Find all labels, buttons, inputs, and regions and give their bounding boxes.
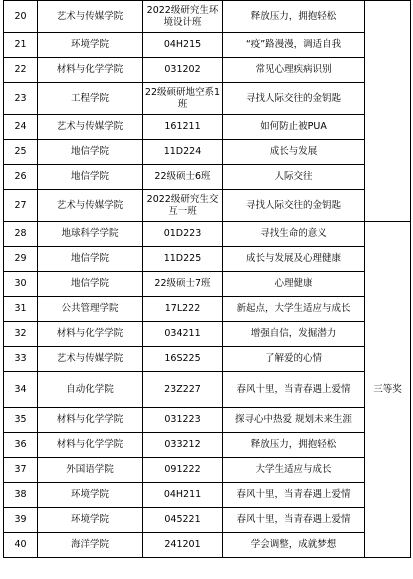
cell-class: 033212 bbox=[143, 433, 223, 458]
cell-college: 海洋学院 bbox=[38, 533, 143, 558]
cell-college: 外国语学院 bbox=[38, 458, 143, 483]
table-row bbox=[4, 115, 411, 140]
cell-class: 11D225 bbox=[143, 247, 223, 272]
table-row bbox=[4, 408, 411, 433]
cell-class: 22级硕研地空系1班 bbox=[143, 83, 223, 115]
cell-topic: 如何防止被PUA bbox=[223, 115, 365, 140]
cell-class: 2022级研究生交互一班 bbox=[143, 190, 223, 222]
cell-college: 艺术与传媒学院 bbox=[38, 190, 143, 222]
table-row bbox=[4, 58, 411, 83]
cell-class: 22级硕士7班 bbox=[143, 272, 223, 297]
table-row bbox=[4, 247, 411, 272]
cell-topic: 人际交往 bbox=[223, 165, 365, 190]
cell-number: 27 bbox=[4, 190, 38, 222]
cell-class: 031223 bbox=[143, 408, 223, 433]
cell-number: 28 bbox=[4, 222, 38, 247]
cell-topic: 释放压力，拥抱轻松 bbox=[223, 433, 365, 458]
cell-number: 30 bbox=[4, 272, 38, 297]
cell-number: 40 bbox=[4, 533, 38, 558]
cell-topic: 学会调整，成就梦想 bbox=[223, 533, 365, 558]
table-row bbox=[4, 297, 411, 322]
table-row bbox=[4, 372, 411, 408]
cell-number: 22 bbox=[4, 58, 38, 83]
cell-class: 031202 bbox=[143, 58, 223, 83]
cell-class: 17L222 bbox=[143, 297, 223, 322]
cell-topic: 了解爱的心情 bbox=[223, 347, 365, 372]
table-row bbox=[4, 190, 411, 222]
cell-college: 工程学院 bbox=[38, 83, 143, 115]
cell-college: 地球科学学院 bbox=[38, 222, 143, 247]
cell-topic: 春风十里，当青春遇上爱情 bbox=[223, 508, 365, 533]
table-row bbox=[4, 33, 411, 58]
table-row bbox=[4, 433, 411, 458]
table-row bbox=[4, 272, 411, 297]
cell-college: 材料与化学学院 bbox=[38, 408, 143, 433]
cell-number: 29 bbox=[4, 247, 38, 272]
cell-award: 三等奖 bbox=[365, 222, 411, 558]
cell-number: 25 bbox=[4, 140, 38, 165]
cell-topic: 探寻心中热爱 规划未来生涯 bbox=[223, 408, 365, 433]
cell-class: 04H211 bbox=[143, 483, 223, 508]
cell-number: 34 bbox=[4, 372, 38, 408]
cell-college: 艺术与传媒学院 bbox=[38, 347, 143, 372]
cell-class: 23Z227 bbox=[143, 372, 223, 408]
cell-number: 26 bbox=[4, 165, 38, 190]
cell-topic: 成长与发展及心理健康 bbox=[223, 247, 365, 272]
cell-topic: 寻找生命的意义 bbox=[223, 222, 365, 247]
cell-college: 材料与化学学院 bbox=[38, 433, 143, 458]
cell-class: 034211 bbox=[143, 322, 223, 347]
cell-topic: 大学生适应与成长 bbox=[223, 458, 365, 483]
cell-class: 16S225 bbox=[143, 347, 223, 372]
cell-number: 38 bbox=[4, 483, 38, 508]
cell-topic: “疫”路漫漫，调适自我 bbox=[223, 33, 365, 58]
cell-topic: 成长与发展 bbox=[223, 140, 365, 165]
cell-class: 2022级研究生环境设计班 bbox=[143, 1, 223, 33]
cell-college: 地信学院 bbox=[38, 247, 143, 272]
award-table-body bbox=[4, 1, 411, 558]
cell-class: 11D224 bbox=[143, 140, 223, 165]
cell-number: 35 bbox=[4, 408, 38, 433]
table-row bbox=[4, 483, 411, 508]
cell-topic: 寻找人际交往的金钥匙 bbox=[223, 190, 365, 222]
cell-number: 33 bbox=[4, 347, 38, 372]
cell-class: 091222 bbox=[143, 458, 223, 483]
table-row bbox=[4, 508, 411, 533]
cell-topic: 寻找人际交往的金钥匙 bbox=[223, 83, 365, 115]
cell-college: 艺术与传媒学院 bbox=[38, 1, 143, 33]
cell-college: 自动化学院 bbox=[38, 372, 143, 408]
cell-number: 39 bbox=[4, 508, 38, 533]
cell-topic: 增强自信，发掘潜力 bbox=[223, 322, 365, 347]
cell-award-empty bbox=[365, 1, 411, 222]
cell-college: 地信学院 bbox=[38, 272, 143, 297]
cell-class: 01D223 bbox=[143, 222, 223, 247]
cell-number: 20 bbox=[4, 1, 38, 33]
cell-class: 045221 bbox=[143, 508, 223, 533]
cell-class: 161211 bbox=[143, 115, 223, 140]
cell-number: 37 bbox=[4, 458, 38, 483]
cell-college: 材料与化学学院 bbox=[38, 58, 143, 83]
cell-number: 32 bbox=[4, 322, 38, 347]
cell-topic: 常见心理疾病识别 bbox=[223, 58, 365, 83]
cell-number: 24 bbox=[4, 115, 38, 140]
award-table bbox=[3, 0, 411, 558]
cell-topic: 释放压力，拥抱轻松 bbox=[223, 1, 365, 33]
cell-class: 04H215 bbox=[143, 33, 223, 58]
table-row bbox=[4, 222, 411, 247]
table-row bbox=[4, 83, 411, 115]
cell-class: 241201 bbox=[143, 533, 223, 558]
cell-college: 艺术与传媒学院 bbox=[38, 115, 143, 140]
cell-college: 地信学院 bbox=[38, 165, 143, 190]
cell-college: 环境学院 bbox=[38, 508, 143, 533]
cell-class: 22级硕士6班 bbox=[143, 165, 223, 190]
table-row bbox=[4, 1, 411, 33]
cell-college: 材料与化学学院 bbox=[38, 322, 143, 347]
cell-topic: 春风十里，当青春遇上爱情 bbox=[223, 372, 365, 408]
table-row bbox=[4, 140, 411, 165]
cell-college: 地信学院 bbox=[38, 140, 143, 165]
table-row bbox=[4, 533, 411, 558]
cell-topic: 心理健康 bbox=[223, 272, 365, 297]
cell-topic: 春风十里，当青春遇上爱情 bbox=[223, 483, 365, 508]
table-row bbox=[4, 165, 411, 190]
table-row bbox=[4, 347, 411, 372]
cell-number: 36 bbox=[4, 433, 38, 458]
cell-number: 21 bbox=[4, 33, 38, 58]
cell-college: 公共管理学院 bbox=[38, 297, 143, 322]
cell-topic: 新起点，大学生适应与成长 bbox=[223, 297, 365, 322]
cell-college: 环境学院 bbox=[38, 483, 143, 508]
table-row bbox=[4, 458, 411, 483]
cell-number: 23 bbox=[4, 83, 38, 115]
cell-college: 环境学院 bbox=[38, 33, 143, 58]
cell-number: 31 bbox=[4, 297, 38, 322]
table-row bbox=[4, 322, 411, 347]
